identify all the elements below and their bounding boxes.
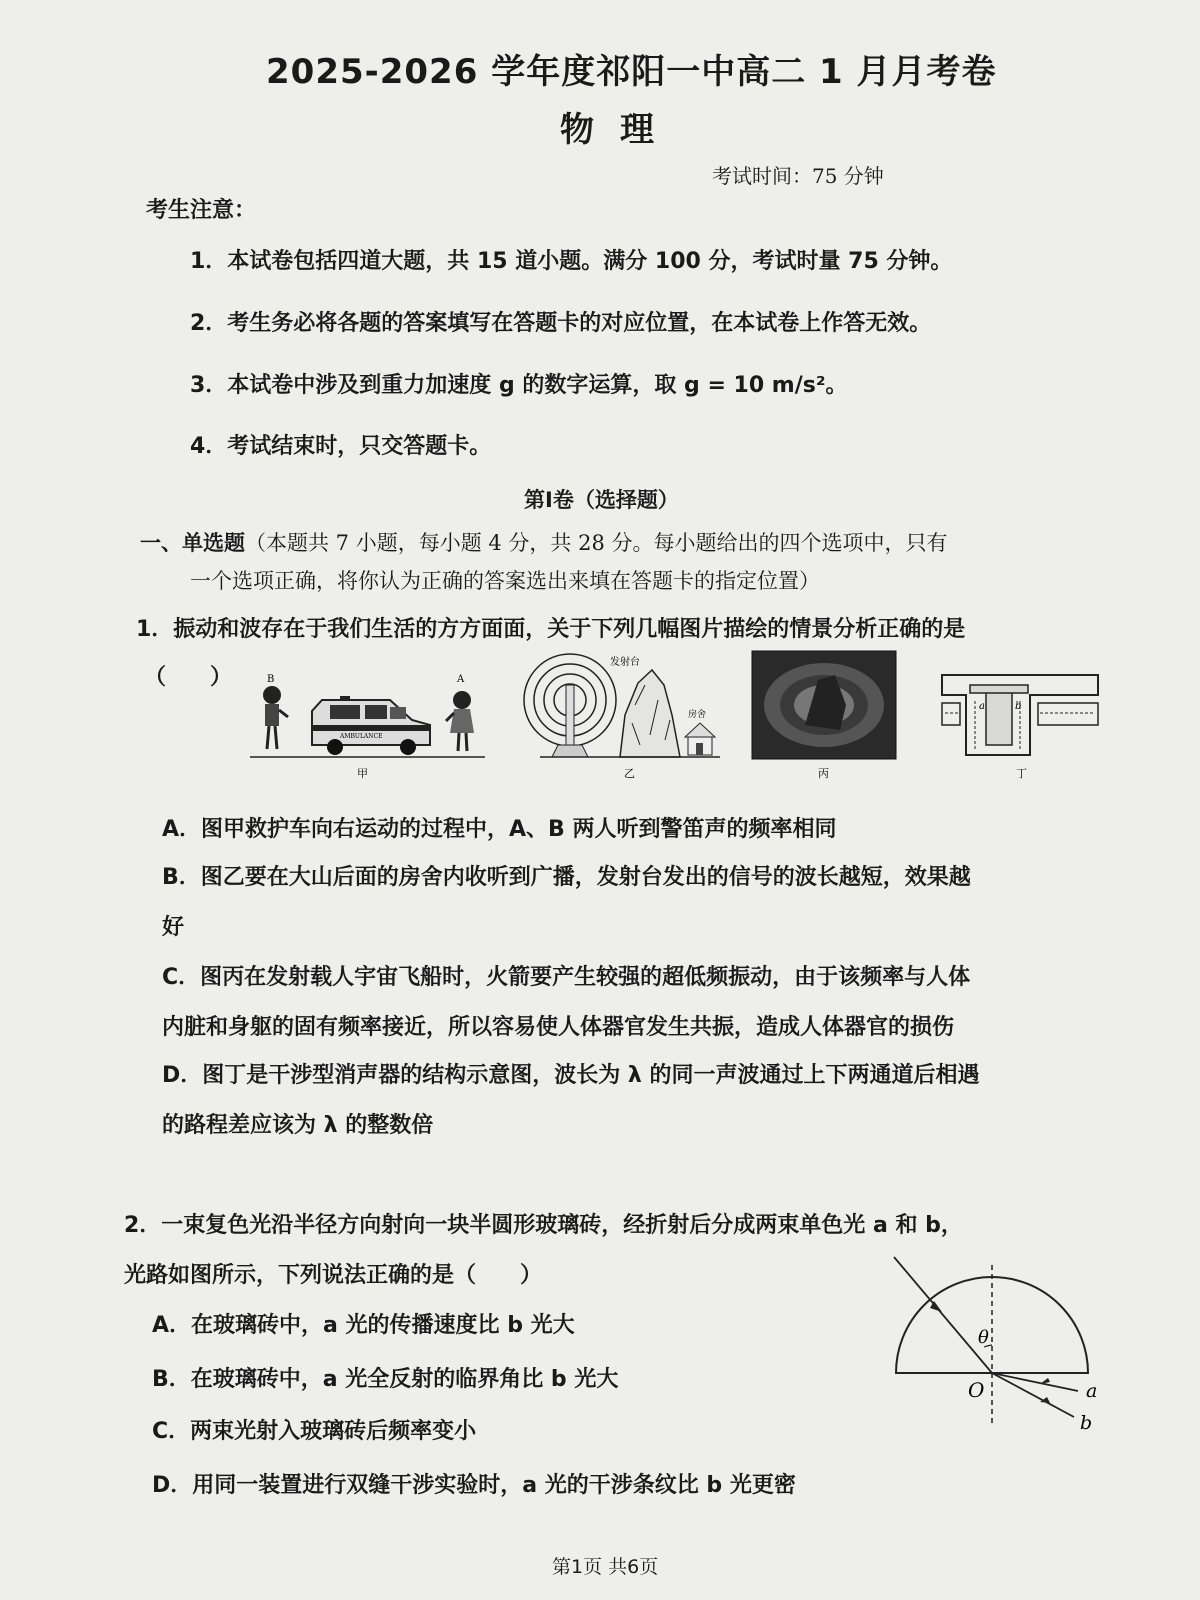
q1-option-C-line2: 内脏和身躯的固有频率接近，所以容易使人体器官发生共振，造成人体器官的损伤 (162, 1015, 955, 1040)
section1-desc-line2: 一个选项正确，将你认为正确的答案选出来填在答题卡的指定位置） (190, 569, 820, 593)
label-transmitter: 发射台 (610, 657, 640, 668)
q1-blank: （ ） (144, 665, 233, 690)
label-jia: 甲 (357, 767, 368, 780)
notice-item-4: 4．考试结束时，只交答题卡。 (190, 434, 492, 459)
label-ray-a: a (1086, 1380, 1098, 1402)
section1-heading (140, 527, 948, 557)
label-B: B (267, 674, 275, 685)
q1-stem: 1．振动和波存在于我们生活的方方面面，关于下列几幅图片描绘的情景分析正确的是 (136, 617, 966, 642)
label-ambulance: AMBULANCE (340, 733, 383, 740)
label-bing: 丙 (818, 767, 829, 780)
section1-label: 一、单选题 (140, 531, 245, 555)
label-ding: 丁 (1016, 767, 1027, 780)
notice-item-2: 2．考生务必将各题的答案填写在答题卡的对应位置，在本试卷上作答无效。 (190, 311, 932, 336)
label-house: 房舍 (688, 710, 707, 720)
q2-option-C: C．两束光射入玻璃砖后频率变小 (152, 1419, 477, 1444)
page-footer: 第1页 共6页 (552, 1556, 659, 1578)
notice-heading: 考生注意： (146, 198, 257, 223)
q1-option-D-line2: 的路程差应该为 λ 的整数倍 (162, 1113, 434, 1138)
q1-option-C-line1: C．图丙在发射载人宇宙飞船时，火箭要产生较强的超低频振动，由于该频率与人体 (162, 965, 971, 990)
q2-option-B: B．在玻璃砖中，a 光全反射的临界角比 b 光大 (152, 1367, 619, 1392)
label-ding-b: b (1015, 701, 1022, 712)
label-theta: θ (978, 1327, 989, 1348)
section1-desc-line1: （本题共 7 小题，每小题 4 分，共 28 分。每小题给出的四个选项中，只有 (245, 531, 948, 555)
figure-ding (942, 675, 1098, 780)
notice-item-3: 3．本试卷中涉及到重力加速度 g 的数字运算，取 g = 10 m/s²。 (190, 373, 848, 398)
q2-figure (890, 1255, 1110, 1440)
label-ding-a: a (979, 701, 985, 712)
q1-option-B-line1: B．图乙要在大山后面的房舍内收听到广播，发射台发出的信号的波长越短，效果越 (162, 865, 971, 890)
q2-option-A: A．在玻璃砖中，a 光的传播速度比 b 光大 (152, 1313, 575, 1338)
label-ray-b: b (1080, 1412, 1093, 1434)
part1-heading: 第Ⅰ卷（选择题） (524, 488, 679, 512)
subject-title: 物理 (560, 110, 680, 150)
label-A: A (457, 674, 465, 685)
exam-title: 2025-2026 学年度祁阳一中高二 1 月月考卷 (266, 52, 997, 92)
notice-item-1: 1．本试卷包括四道大题，共 15 道小题。满分 100 分，考试时量 75 分钟。 (190, 249, 953, 274)
figure-yi (524, 654, 720, 780)
q1-option-D-line1: D．图丁是干涉型消声器的结构示意图，波长为 λ 的同一声波通过上下两通道后相遇 (162, 1063, 980, 1088)
q1-figures (240, 645, 1120, 800)
q1-option-B-line2: 好 (162, 915, 185, 940)
q2-option-D: D．用同一装置进行双缝干涉实验时，a 光的干涉条纹比 b 光更密 (152, 1473, 796, 1498)
q2-stem-line2: 光路如图所示，下列说法正确的是（ ） (124, 1263, 543, 1288)
label-yi: 乙 (624, 767, 635, 780)
label-O: O (968, 1378, 985, 1402)
figure-bing (752, 651, 896, 780)
q2-stem-line1: 2．一束复色光沿半径方向射向一块半圆形玻璃砖，经折射后分成两束单色光 a 和 b， (124, 1213, 963, 1238)
q1-option-A: A．图甲救护车向右运动的过程中，A、B 两人听到警笛声的频率相同 (162, 817, 837, 842)
figure-jia (250, 674, 485, 780)
exam-time: 考试时间：75 分钟 (712, 164, 884, 188)
